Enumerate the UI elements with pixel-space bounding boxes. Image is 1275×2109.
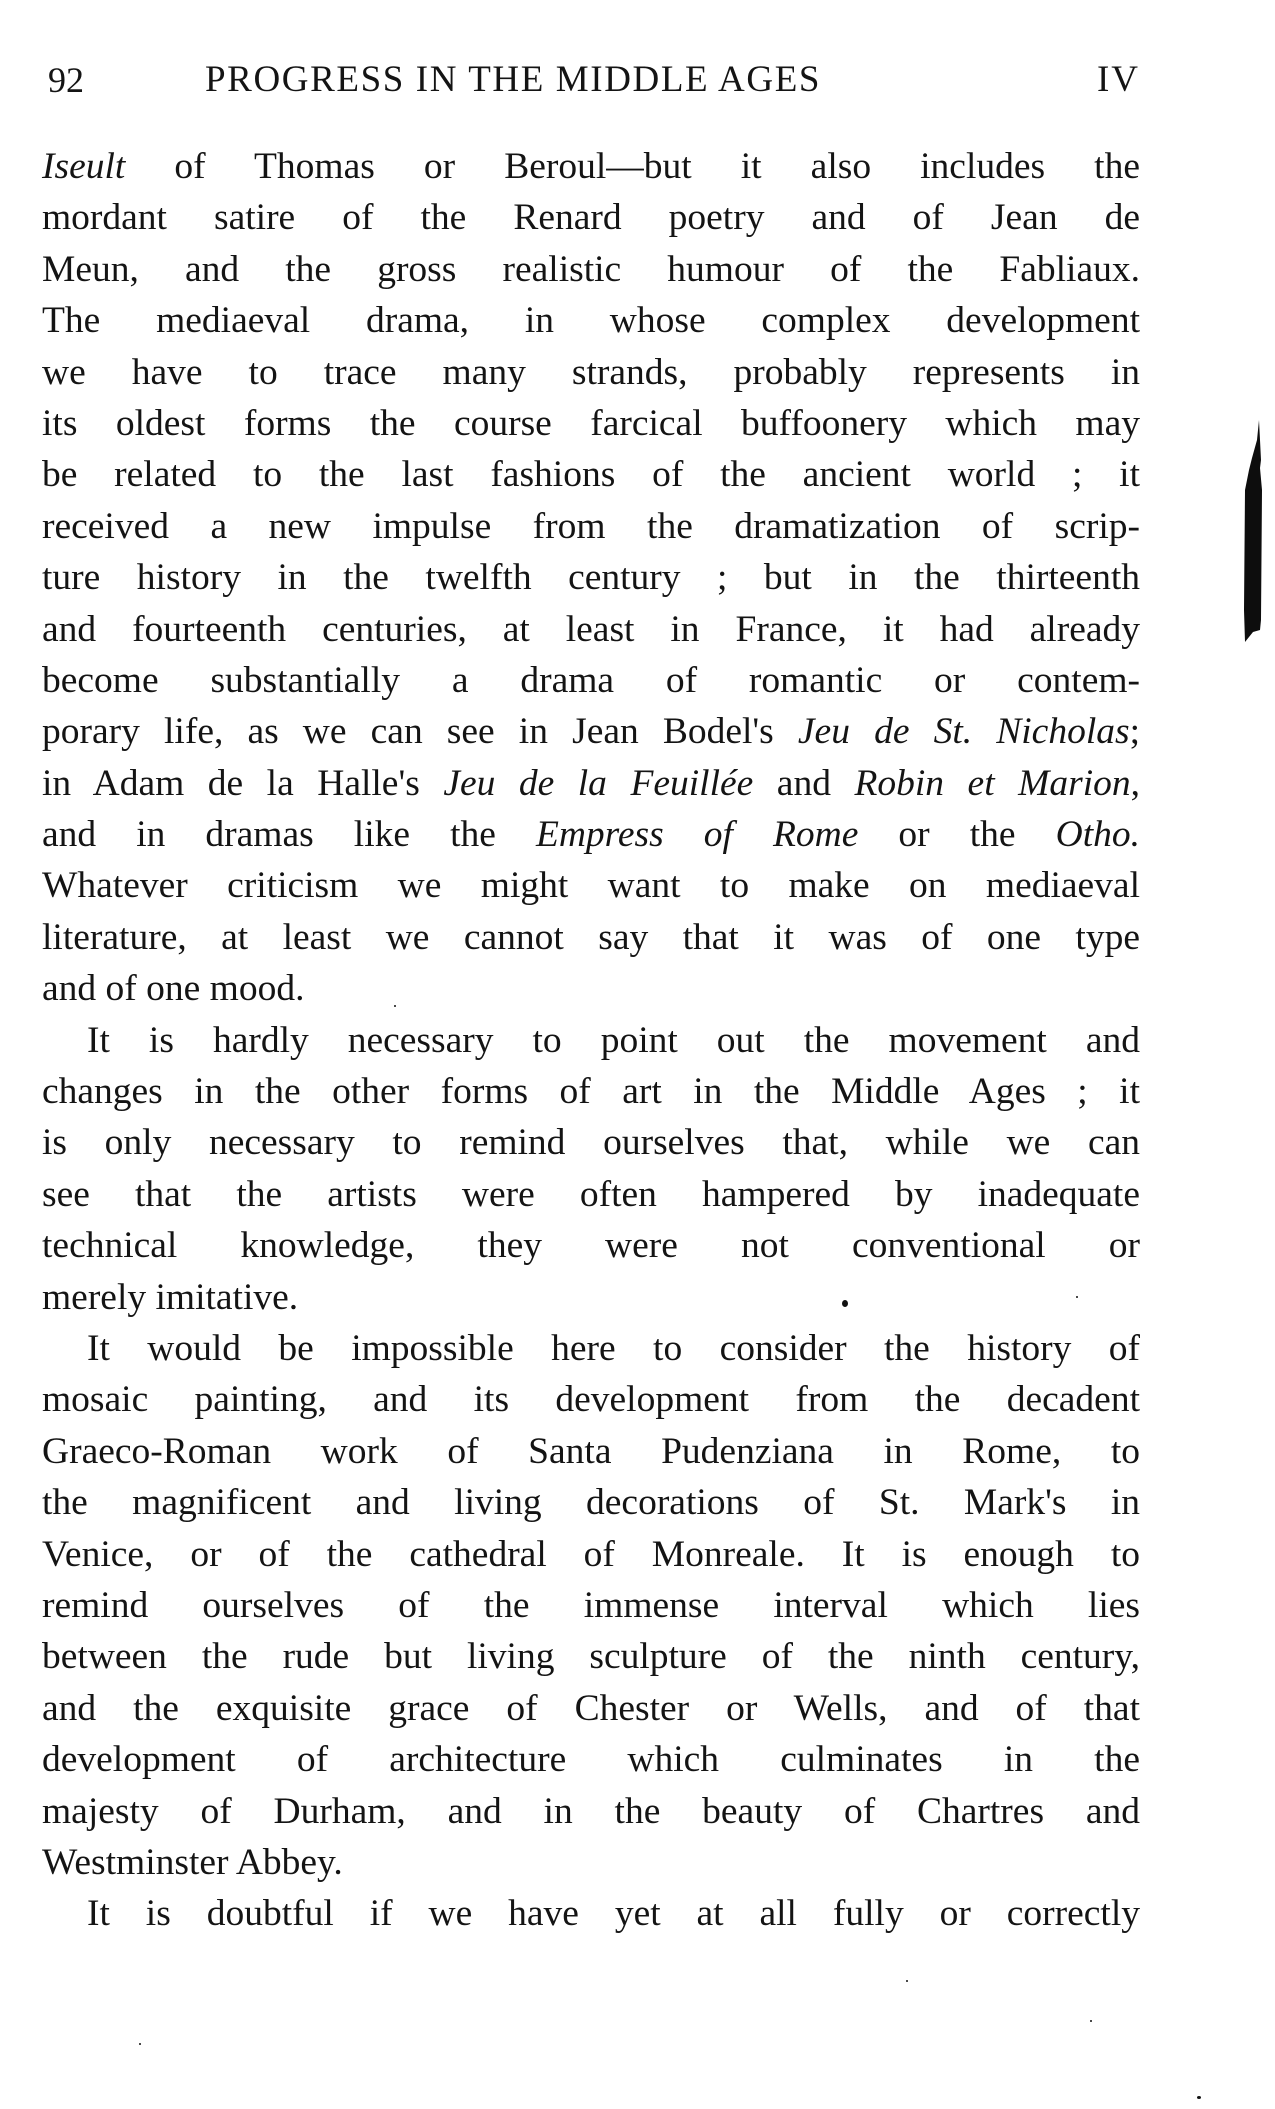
text-run: mosaic painting, and its development from the decadent (42, 1379, 1140, 1421)
text-line (42, 912, 1140, 963)
text-run: received a new impulse from the dramatization of scrip- (42, 505, 1140, 547)
ink-speck (1076, 1296, 1078, 1298)
text-line (42, 1529, 1140, 1580)
text-line (42, 706, 1140, 757)
text-run: its oldest forms the course farcical buffoonery which may (42, 402, 1140, 444)
text-line (42, 1169, 1140, 1220)
text-run: It is hardly necessary to point out the movement and (87, 1019, 1140, 1061)
text-run: porary life, as we can see in Jean Bodel's (42, 711, 798, 753)
text-run: ; (1129, 711, 1140, 753)
italic-title: Iseult (42, 146, 126, 187)
text-line (42, 1786, 1140, 1837)
ink-speck (139, 2043, 141, 2045)
text-run: or the (858, 814, 1056, 856)
text-run: become substantially a drama of romantic or contem- (42, 659, 1140, 701)
text-line (42, 1837, 1140, 1888)
text-line (42, 295, 1140, 346)
text-line (42, 655, 1140, 706)
text-line (42, 1272, 1140, 1323)
ink-speck (1197, 2096, 1201, 2099)
text-run: It is doubtful if we have yet at all fully or correctly (87, 1893, 1140, 1935)
text-line (42, 1323, 1140, 1374)
text-run: Meun, and the gross realistic humour of the Fabliaux. (42, 248, 1140, 290)
italic-title: Otho. (1055, 814, 1140, 856)
text-line (42, 1477, 1140, 1528)
margin-ink-mark-icon (1243, 420, 1263, 642)
text-run: literature, at least we cannot say that it was of one type (42, 916, 1140, 958)
text-line (42, 1066, 1140, 1117)
text-run: and the exquisite grace of Chester or Wells, and of that (42, 1687, 1140, 1729)
text-run: majesty of Durham, and in the beauty of Chartres and (42, 1790, 1140, 1832)
running-title: PROGRESS IN THE MIDDLE AGES (205, 59, 822, 100)
text-line (42, 552, 1140, 603)
text-line (42, 1426, 1140, 1477)
italic-title: Jeu de la Feuillée (443, 762, 754, 804)
text-line (42, 1888, 1140, 1939)
text-run: and fourteenth centuries, at least in France, it had already (42, 608, 1140, 650)
text-line (42, 1683, 1140, 1734)
text-run: the magnificent and living decorations of St. Mark's in (42, 1482, 1140, 1524)
text-line (42, 347, 1140, 398)
text-line (42, 809, 1140, 860)
text-run: remind ourselves of the immense interval which lies (42, 1584, 1140, 1626)
text-run: is only necessary to remind ourselves that, while we can (42, 1122, 1140, 1164)
text-run: be related to the last fashions of the ancient world ; it (42, 454, 1140, 496)
ink-speck (394, 1005, 396, 1007)
text-line (42, 1734, 1140, 1785)
text-run: and (753, 762, 855, 804)
text-run: The mediaeval drama, in whose complex development (42, 300, 1140, 342)
text-run: in Adam de la Halle's (42, 762, 444, 804)
text-run: It would be impossible here to consider the history of (87, 1327, 1140, 1369)
text-line (42, 244, 1140, 295)
chapter-number: IV (1096, 59, 1140, 100)
body-text (42, 141, 1140, 1940)
ink-speck (842, 1300, 848, 1307)
text-run: Whatever criticism we might want to make on mediaeval (42, 865, 1140, 907)
text-line (42, 501, 1140, 552)
text-run: see that the artists were often hampered by inadequate (42, 1173, 1140, 1215)
text-line (42, 604, 1140, 655)
text-line (42, 1015, 1140, 1066)
text-run: Westminster Abbey. (42, 1841, 343, 1883)
ink-speck (1090, 2020, 1092, 2022)
text-run: merely imitative. (42, 1276, 299, 1318)
text-line (42, 860, 1140, 911)
italic-title: Robin et Marion (854, 762, 1131, 804)
text-run: of Thomas or Beroul—but it also includes the (125, 146, 1140, 187)
text-run: changes in the other forms of art in the Middle Ages ; it (42, 1071, 1140, 1113)
text-line (42, 1580, 1140, 1631)
text-line (42, 758, 1140, 809)
text-run: and in dramas like the (42, 814, 536, 856)
text-run: we have to trace many strands, probably represents in (42, 351, 1140, 393)
italic-title: Jeu de St. Nicholas (797, 711, 1130, 753)
text-line (42, 398, 1140, 449)
text-line (42, 1220, 1140, 1271)
italic-title: Empress of Rome (535, 814, 859, 856)
text-run: , (1130, 762, 1141, 804)
text-line (42, 1117, 1140, 1168)
running-head (44, 58, 1140, 102)
text-line (42, 192, 1140, 243)
text-line (42, 963, 1140, 1014)
ink-speck (906, 1980, 908, 1982)
text-line (42, 1374, 1140, 1425)
text-run: Venice, or of the cathedral of Monreale. It is enough to (42, 1533, 1140, 1575)
text-run: mordant satire of the Renard poetry and of Jean de (42, 197, 1140, 239)
text-run: and of one mood. (42, 968, 305, 1010)
text-line (42, 141, 1140, 192)
text-line (42, 449, 1140, 500)
page-number: 92 (48, 60, 84, 100)
text-run: development of architecture which culminates in the (42, 1739, 1140, 1781)
text-run: between the rude but living sculpture of the ninth century, (42, 1636, 1140, 1678)
text-line (42, 1631, 1140, 1682)
text-run: ture history in the twelfth century ; but in the thirteenth (42, 557, 1140, 599)
text-run: technical knowledge, they were not conventional or (42, 1225, 1140, 1267)
text-run: Graeco-Roman work of Santa Pudenziana in Rome, to (42, 1430, 1140, 1472)
